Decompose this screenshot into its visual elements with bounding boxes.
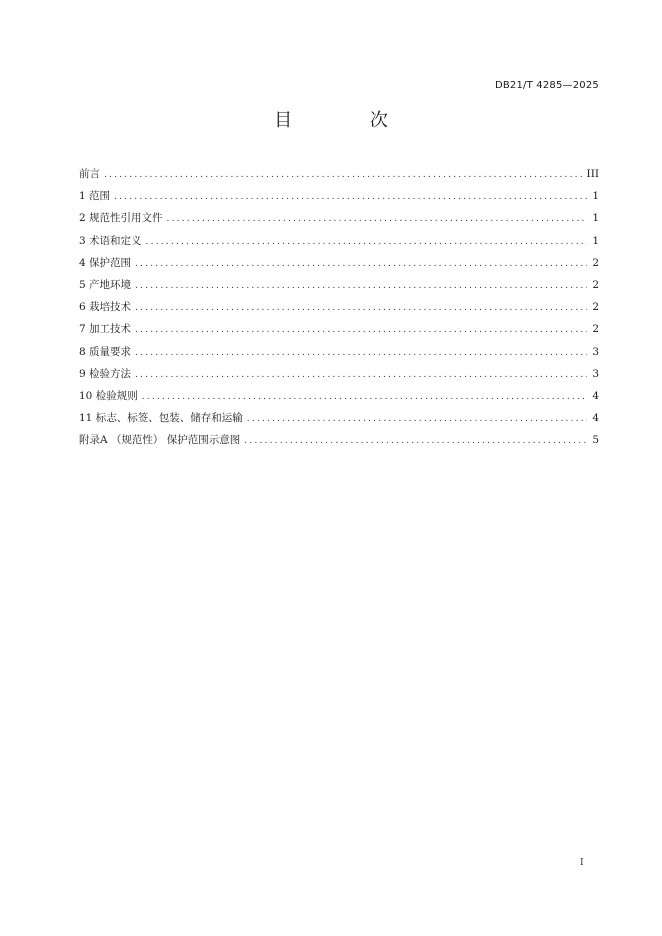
toc-entry-processing[interactable]: [79, 318, 599, 340]
toc-leader-dots: [135, 253, 587, 275]
toc-entry-quality-requirements[interactable]: [79, 341, 599, 363]
toc-entry-marking-packaging[interactable]: [79, 407, 599, 429]
toc-leader-dots: [142, 386, 587, 408]
toc-entry-label: 8 质量要求: [79, 345, 132, 358]
toc-entry-page: 3: [592, 345, 599, 358]
toc-leader-dots: [247, 408, 587, 430]
toc-entry-label: 5 产地环境: [79, 278, 132, 291]
toc-leader-dots: [135, 364, 587, 386]
toc-entry-page: III: [586, 168, 599, 180]
toc-entry-page: 3: [592, 367, 599, 380]
toc-entry-foreword[interactable]: [79, 163, 599, 185]
toc-leader-dots: [114, 186, 587, 208]
toc-entry-scope[interactable]: [79, 185, 599, 207]
toc-entry-page: 1: [592, 190, 599, 203]
document-code: DB21/T 4285—2025: [494, 80, 599, 91]
toc-entry-page: 2: [592, 301, 599, 314]
page-number: I: [580, 858, 584, 868]
toc-entry-terms-definitions[interactable]: [79, 230, 599, 252]
toc-entry-label: 11 标志、标签、包装、储存和运输: [79, 412, 243, 425]
toc-leader-dots: [167, 208, 587, 230]
toc-leader-dots: [244, 430, 587, 452]
toc-entry-label: 9 检验方法: [79, 367, 132, 380]
toc-entry-protection-scope[interactable]: [79, 252, 599, 274]
toc-entry-label: 3 术语和定义: [79, 234, 142, 247]
toc-entry-appendix-a[interactable]: [79, 429, 599, 451]
toc-entry-page: 4: [592, 412, 599, 425]
toc-entry-label: 附录A （规范性） 保护范围示意图: [79, 434, 241, 447]
toc-entry-page: 4: [592, 389, 599, 402]
toc-entry-page: 1: [592, 234, 599, 247]
toc-entry-label: 1 范围: [79, 190, 111, 203]
toc-entry-label: 4 保护范围: [79, 256, 132, 269]
toc-entry-label: 2 规范性引用文件: [79, 212, 163, 225]
toc-entry-inspection-rules[interactable]: [79, 385, 599, 407]
table-of-contents: [79, 163, 599, 451]
toc-leader-dots: [146, 231, 587, 253]
toc-leader-dots: [104, 164, 583, 186]
toc-entry-normative-references[interactable]: [79, 207, 599, 229]
page-title: 目 次: [274, 110, 424, 131]
toc-entry-page: 2: [592, 323, 599, 336]
toc-entry-origin-environment[interactable]: [79, 274, 599, 296]
toc-entry-label: 6 栽培技术: [79, 301, 132, 314]
toc-entry-label: 7 加工技术: [79, 323, 132, 336]
toc-entry-cultivation[interactable]: [79, 296, 599, 318]
toc-entry-page: 2: [592, 278, 599, 291]
toc-leader-dots: [135, 275, 587, 297]
toc-leader-dots: [135, 342, 587, 364]
toc-entry-page: 5: [592, 434, 599, 447]
toc-leader-dots: [135, 297, 587, 319]
toc-entry-page: 1: [592, 212, 599, 225]
toc-entry-label: 前言: [79, 168, 100, 180]
toc-entry-test-methods[interactable]: [79, 363, 599, 385]
toc-entry-label: 10 检验规则: [79, 389, 138, 402]
toc-entry-page: 2: [592, 256, 599, 269]
toc-leader-dots: [135, 319, 587, 341]
